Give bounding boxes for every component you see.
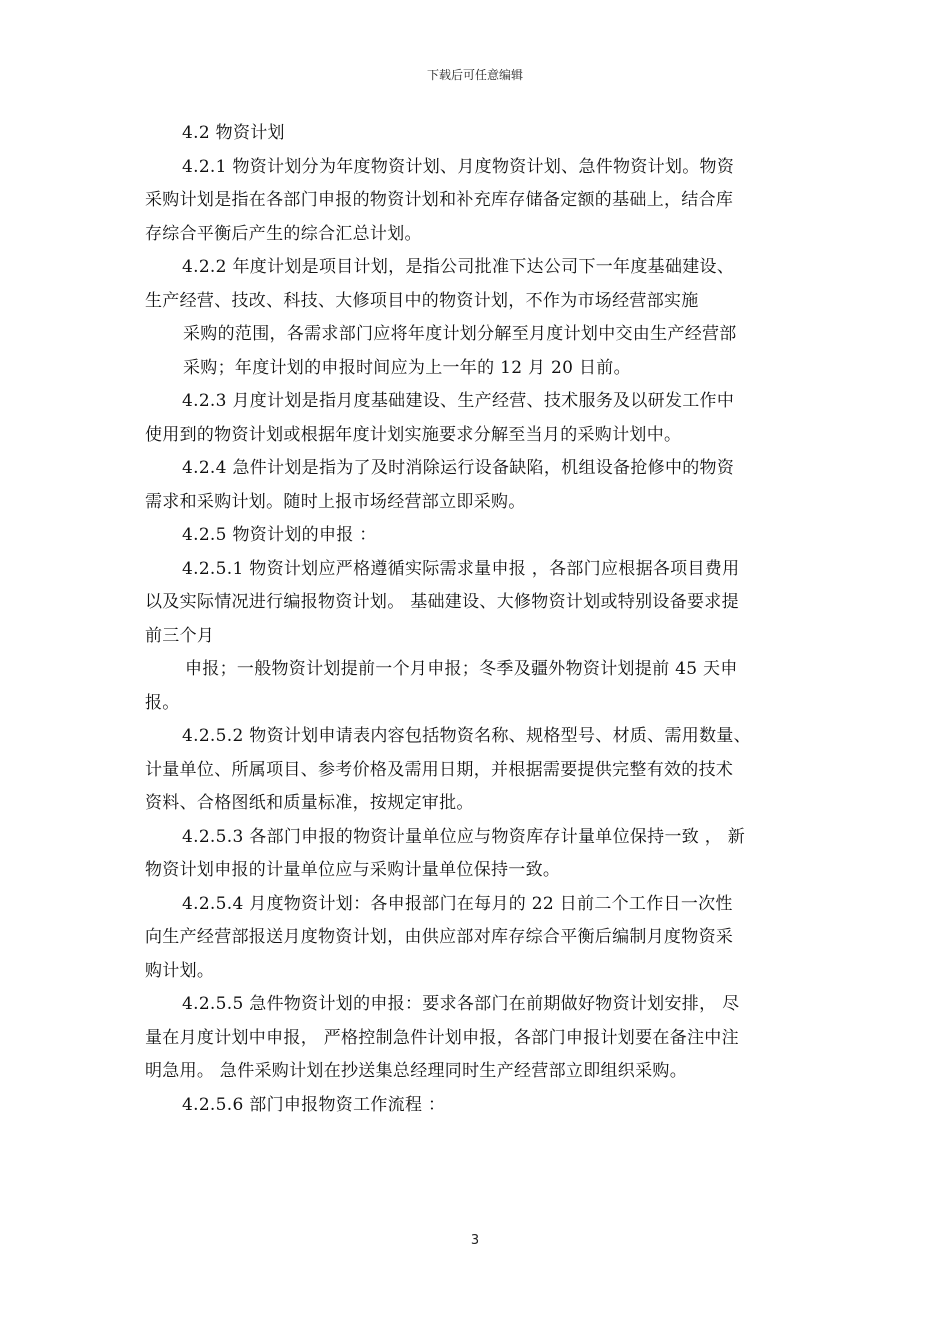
page-number: 3 bbox=[470, 1233, 480, 1248]
paragraph-4-2-3-line-2: 使用到的物资计划或根据年度计划实施要求分解至当月的采购计划中。 bbox=[145, 424, 682, 445]
section-heading-4-2-5: 4.2.5 物资计划的申报 ： bbox=[182, 525, 377, 545]
paragraph-4-2-1-line-1: 4.2.1 物资计划分为年度物资计划、月度物资计划、急件物资计划。物资 bbox=[182, 156, 735, 177]
paragraph-4-2-5-1-line-4: 申报；一般物资计划提前一个月申报；冬季及疆外物资计划提前 45 天申 bbox=[185, 659, 738, 679]
paragraph-4-2-5-2-line-3: 资料、合格图纸和质量标准，按规定审批。 bbox=[145, 793, 474, 813]
paragraph-4-2-3-line-1: 4.2.3 月度计划是指月度基础建设、生产经营、技术服务及以研发工作中 bbox=[182, 391, 735, 411]
paragraph-4-2-5-3-line-1: 4.2.5.3 各部门申报的物资计量单位应与物资库存计量单位保持一致 ， 新 bbox=[182, 826, 746, 847]
paragraph-4-2-4-line-2: 需求和采购计划。随时上报市场经营部立即采购。 bbox=[145, 491, 526, 512]
paragraph-4-2-5-4-line-3: 购计划。 bbox=[145, 960, 215, 981]
paragraph-4-2-5-1-line-5: 报。 bbox=[145, 692, 180, 713]
paragraph-4-2-4-line-1: 4.2.4 急件计划是指为了及时消除运行设备缺陷，机组设备抢修中的物资 bbox=[182, 458, 735, 478]
paragraph-4-2-5-2-line-1: 4.2.5.2 物资计划申请表内容包括物资名称、规格型号、材质、需用数量、 bbox=[182, 726, 751, 746]
paragraph-4-2-5-2-line-2: 计量单位、所属项目、参考价格及需用日期，并根据需要提供完整有效的技术 bbox=[145, 759, 734, 780]
paragraph-4-2-5-6-line-1: 4.2.5.6 部门申报物资工作流程 ： bbox=[182, 1094, 446, 1115]
paragraph-4-2-2-line-2: 生产经营、技改、科技、大修项目中的物资计划，不作为市场经营部实施 bbox=[145, 290, 699, 311]
paragraph-4-2-5-4-line-2: 向生产经营部报送月度物资计划，由供应部对库存综合平衡后编制月度物资采 bbox=[145, 927, 734, 947]
paragraph-4-2-1-line-3: 存综合平衡后产生的综合汇总计划。 bbox=[145, 223, 422, 244]
page-header: 下载后可任意编辑 bbox=[426, 68, 523, 82]
section-heading-4-2: 4.2 物资计划 bbox=[182, 123, 285, 143]
paragraph-4-2-5-4-line-1: 4.2.5.4 月度物资计划：各申报部门在每月的 22 日前二个工作日一次性 bbox=[182, 893, 733, 914]
paragraph-4-2-5-5-line-2: 量在月度计划中申报， 严格控制急件计划申报，各部门申报计划要在备注中注 bbox=[145, 1027, 739, 1048]
paragraph-4-2-5-1-line-3: 前三个月 bbox=[145, 625, 215, 646]
paragraph-4-2-2-line-1: 4.2.2 年度计划是项目计划，是指公司批准下达公司下一年度基础建设、 bbox=[182, 257, 735, 277]
paragraph-4-2-5-3-line-2: 物资计划申报的计量单位应与采购计量单位保持一致。 bbox=[145, 860, 561, 880]
paragraph-4-2-5-5-line-1: 4.2.5.5 急件物资计划的申报：要求各部门在前期做好物资计划安排， 尽 bbox=[182, 994, 740, 1014]
paragraph-4-2-2-line-4: 采购；年度计划的申报时间应为上一年的 12 月 20 日前。 bbox=[183, 357, 631, 378]
paragraph-4-2-1-line-2: 采购计划是指在各部门申报的物资计划和补充库存储备定额的基础上，结合库 bbox=[145, 190, 734, 210]
paragraph-4-2-2-line-3: 采购的范围，各需求部门应将年度计划分解至月度计划中交由生产经营部 bbox=[183, 324, 737, 344]
paragraph-4-2-5-5-line-3: 明急用。 急件采购计划在抄送集总经理同时生产经营部立即组织采购。 bbox=[145, 1061, 688, 1081]
paragraph-4-2-5-1-line-2: 以及实际情况进行编报物资计划。 基础建设、大修物资计划或特别设备要求提 bbox=[145, 592, 739, 612]
paragraph-4-2-5-1-line-1: 4.2.5.1 物资计划应严格遵循实际需求量申报 ，各部门应根据各项目费用 bbox=[182, 558, 740, 579]
document-body bbox=[145, 121, 807, 1126]
